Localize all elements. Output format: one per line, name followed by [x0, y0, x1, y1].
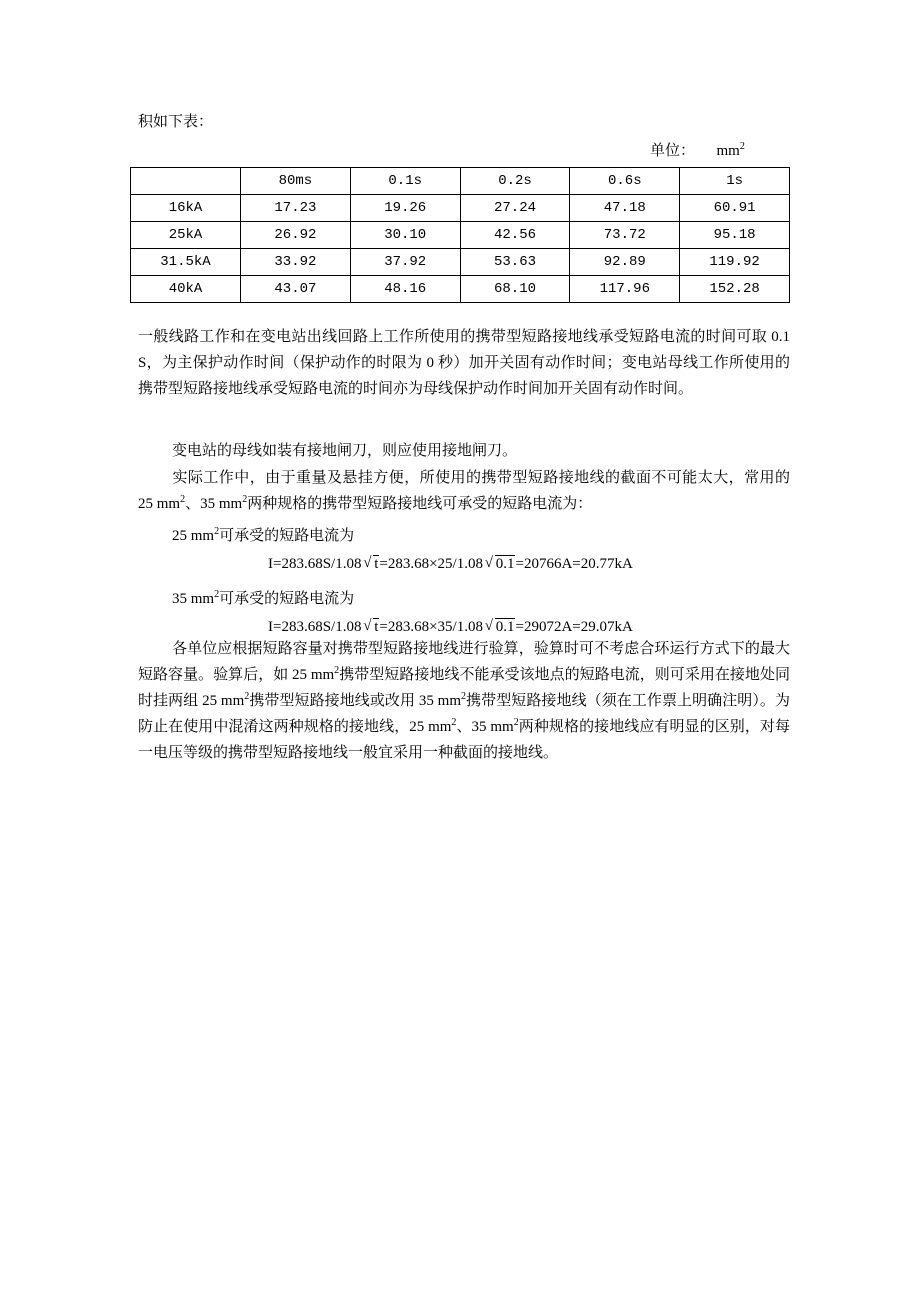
paragraph-verification-text: 各单位应根据短路容量对携带型短路接地线进行验算，验算时可不考虑合环运行方式下的最大短路容量。验算后，如 25 mm — [138, 641, 790, 683]
superscript: 2 — [180, 494, 186, 505]
table-cell: 25kA — [131, 222, 241, 249]
sqrt-symbol — [487, 555, 516, 573]
sqrt-symbol — [365, 555, 379, 573]
table-cell: 40kA — [131, 276, 241, 303]
unit-label: 单位： — [650, 143, 696, 159]
intro-text: 积如下表： — [138, 114, 214, 130]
label-text: 25 mm — [172, 528, 215, 544]
paragraph-verification-text: 携带型短路接地线或改用 35 mm — [249, 693, 462, 709]
superscript: 2 — [214, 589, 220, 600]
unit-caption — [650, 142, 745, 160]
table-cell: 48.16 — [350, 276, 460, 303]
superscript: 2 — [461, 691, 467, 702]
table-header-cell: 0.6s — [570, 168, 680, 195]
superscript: 2 — [244, 691, 250, 702]
paragraph-verification — [138, 636, 790, 766]
radicand: 0.1 — [495, 619, 515, 635]
paragraph-verification-text: 携带型短路接地线（须在工作票上明确注明）。为防止在使用中混淆这两种规格的接地线，25 mm — [138, 693, 790, 735]
table-cell: 31.5kA — [131, 249, 241, 276]
formula-text: =29072A=29.07kA — [515, 619, 633, 635]
table-cell: 73.72 — [570, 222, 680, 249]
table-cell: 30.10 — [350, 222, 460, 249]
table-header-cell: 80ms — [241, 168, 351, 195]
table-cell: 47.18 — [570, 195, 680, 222]
table-header-cell: 0.2s — [460, 168, 570, 195]
label-text: 35 mm — [172, 591, 215, 607]
superscript: 2 — [214, 526, 220, 537]
table-header-cell: 1s — [680, 168, 790, 195]
paragraph-verification-text: 携带型短路接地线不能承受该地点的短路电流，则可采用在接地处同时挂两组 25 mm — [138, 667, 790, 709]
paragraph-practice-text: 、35 mm — [185, 496, 243, 512]
table-cell: 16kA — [131, 195, 241, 222]
table-row — [131, 276, 790, 303]
superscript: 2 — [513, 717, 519, 728]
table-header-row — [131, 168, 790, 195]
label-text: 可承受的短路电流为 — [219, 591, 355, 607]
table-cell: 53.63 — [460, 249, 570, 276]
paragraph-practice-text: 两种规格的携带型短路接地线可承受的短路电流为： — [247, 496, 593, 512]
paragraph-practice — [138, 465, 790, 517]
label-35mm2 — [172, 590, 354, 608]
unit-sup: 2 — [739, 141, 745, 152]
table-header-cell: 0.1s — [350, 168, 460, 195]
formula-text: I=283.68S/1.08 — [268, 619, 366, 635]
formula-text: =283.68×35/1.08 — [379, 619, 487, 635]
table-cell: 68.10 — [460, 276, 570, 303]
formula-text: I=283.68S/1.08 — [268, 556, 366, 572]
table-row — [131, 195, 790, 222]
label-text: 可承受的短路电流为 — [219, 528, 355, 544]
sqrt-symbol — [487, 618, 516, 636]
paragraph-verification-text: 两种规格的接地线应有明显的区别，对每一电压等级的携带型短路接地线一般宜采用一种截面的接地线。 — [138, 719, 790, 761]
unit-value: mm — [716, 143, 740, 159]
formula-25mm2 — [268, 555, 633, 573]
table-row — [131, 222, 790, 249]
table-cell: 119.92 — [680, 249, 790, 276]
table-header-cell — [131, 168, 241, 195]
paragraph-time: 一般线路工作和在变电站出线回路上工作所使用的携带型短路接地线承受短路电流的时间可取 0.1 S，为主保护动作时间（保护动作的时限为 0 秒）加开关固有动作时间；变电站母线工作所使用的携带型短路接地线承受短路电流的时间亦为母线保护动作时间加开关固有动作时间。 — [138, 329, 790, 397]
paragraph-busbar-text: 变电站的母线如装有接地闸刀，则应使用接地闸刀。 — [172, 443, 518, 459]
table-cell: 95.18 — [680, 222, 790, 249]
radicand: t — [374, 619, 379, 635]
table-cell: 17.23 — [241, 195, 351, 222]
label-25mm2 — [172, 527, 354, 545]
cross-section-table — [130, 167, 790, 303]
sqrt-symbol — [365, 618, 379, 636]
table-cell: 27.24 — [460, 195, 570, 222]
table-cell: 43.07 — [241, 276, 351, 303]
table-cell: 152.28 — [680, 276, 790, 303]
superscript: 2 — [242, 494, 248, 505]
table-cell: 33.92 — [241, 249, 351, 276]
table-cell: 42.56 — [460, 222, 570, 249]
table-cell: 37.92 — [350, 249, 460, 276]
table-cell: 19.26 — [350, 195, 460, 222]
formula-text: =283.68×25/1.08 — [379, 556, 487, 572]
table-row — [131, 249, 790, 276]
paragraph-verification-text: 、35 mm — [456, 719, 514, 735]
paragraph-busbar — [138, 438, 790, 464]
superscript: 2 — [451, 717, 457, 728]
table-cell: 92.89 — [570, 249, 680, 276]
formula-text: =20766A=20.77kA — [515, 556, 633, 572]
superscript: 2 — [334, 665, 340, 676]
radicand: 0.1 — [495, 556, 515, 572]
table-cell: 60.91 — [680, 195, 790, 222]
radicand: t — [374, 556, 379, 572]
paragraph-practice-text: 实际工作中，由于重量及悬挂方便，所使用的携带型短路接地线的截面不可能太大，常用的 25 mm — [138, 470, 790, 512]
table-cell: 117.96 — [570, 276, 680, 303]
table-cell: 26.92 — [241, 222, 351, 249]
formula-35mm2 — [268, 618, 633, 636]
